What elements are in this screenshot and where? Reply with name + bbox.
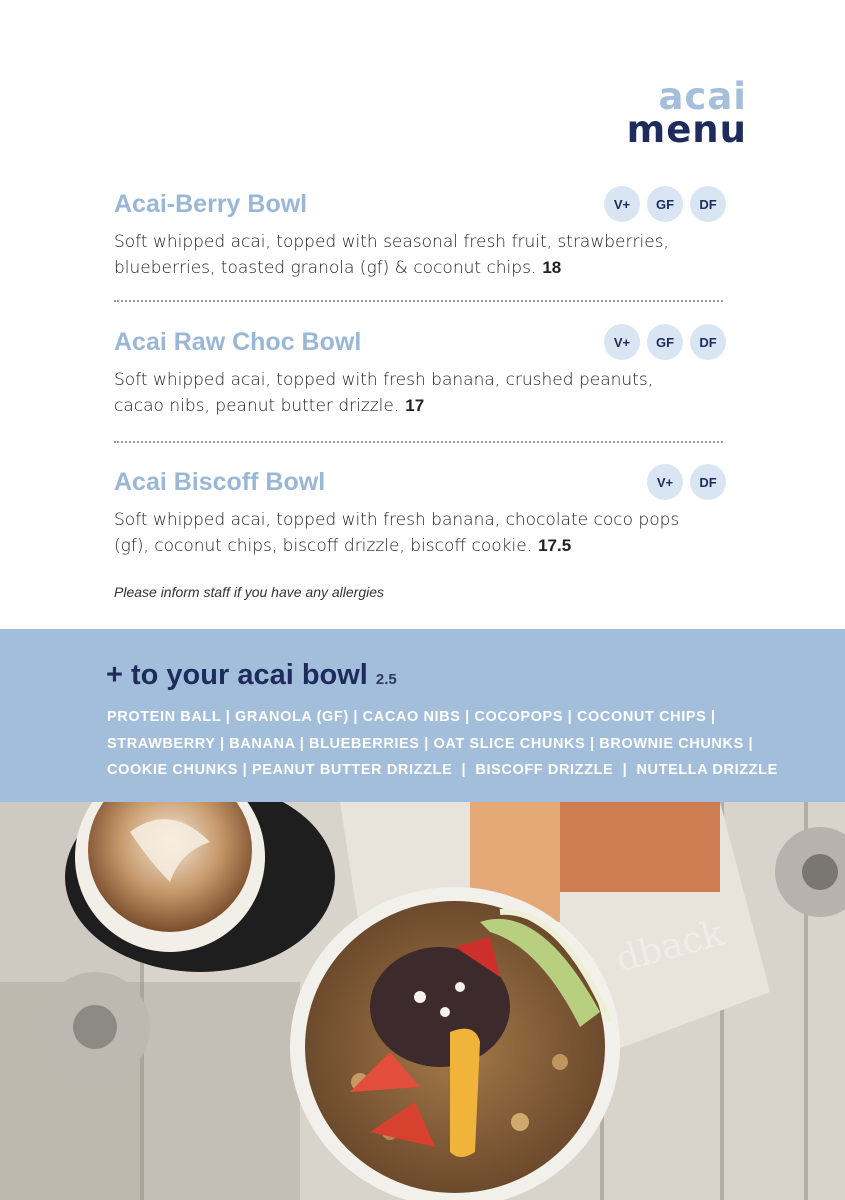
item-price: 17.5 bbox=[538, 536, 572, 555]
item-desc-line: Soft whipped acai, topped with seasonal fresh fruit, strawberries, bbox=[114, 232, 669, 252]
item-desc-line: (gf), coconut chips, biscoff drizzle, biscoff cookie. bbox=[114, 536, 533, 556]
badge-vegan: V+ bbox=[647, 464, 683, 500]
photo-illustration bbox=[0, 802, 845, 1200]
addons-title-text: + to your acai bowl bbox=[106, 659, 368, 691]
badge-dairy-free: DF bbox=[690, 186, 726, 222]
item-desc-line: Soft whipped acai, topped with fresh banana, chocolate coco pops bbox=[114, 510, 680, 530]
diet-badges bbox=[647, 464, 726, 500]
menu-item-acai-biscoff-bowl bbox=[114, 468, 726, 559]
item-desc-line: Soft whipped acai, topped with fresh banana, crushed peanuts, bbox=[114, 370, 654, 390]
item-description bbox=[114, 367, 726, 419]
item-name: Acai-Berry Bowl bbox=[114, 190, 308, 218]
addons-list bbox=[107, 704, 807, 784]
addons-price: 2.5 bbox=[375, 671, 397, 688]
badge-dairy-free: DF bbox=[690, 464, 726, 500]
item-desc-line: cacao nibs, peanut butter drizzle. bbox=[114, 396, 400, 416]
item-price: 17 bbox=[405, 396, 425, 415]
menu-item-acai-raw-choc-bowl bbox=[114, 328, 726, 419]
addons-title bbox=[106, 659, 397, 692]
badge-gluten-free: GF bbox=[647, 324, 683, 360]
allergy-note: Please inform staff if you have any allergies bbox=[114, 584, 385, 600]
item-name: Acai Biscoff Bowl bbox=[114, 468, 326, 496]
item-desc-line: blueberries, toasted granola (gf) & coconut chips. bbox=[114, 258, 537, 278]
title-word-menu: menu bbox=[626, 108, 747, 151]
addons-line: STRAWBERRY | BANANA | BLUEBERRIES | OAT SLICE CHUNKS | BROWNIE CHUNKS | bbox=[107, 735, 754, 752]
title-word-acai: acai bbox=[658, 75, 747, 118]
diet-badges bbox=[604, 324, 726, 360]
divider bbox=[114, 441, 723, 443]
menu-title bbox=[626, 75, 747, 151]
svg-text:dback: dback bbox=[611, 912, 729, 981]
badge-gluten-free: GF bbox=[647, 186, 683, 222]
acai-bowl-coffee-photo bbox=[0, 802, 845, 1200]
badge-vegan: V+ bbox=[604, 324, 640, 360]
badge-dairy-free: DF bbox=[690, 324, 726, 360]
item-price: 18 bbox=[542, 258, 562, 277]
diet-badges bbox=[604, 186, 726, 222]
addons-line: COOKIE CHUNKS | PEANUT BUTTER DRIZZLE | BISCOFF DRIZZLE | NUTELLA DRIZZLE bbox=[107, 762, 778, 778]
item-description bbox=[114, 229, 726, 281]
addons-section bbox=[0, 629, 845, 802]
badge-vegan: V+ bbox=[604, 186, 640, 222]
divider bbox=[114, 300, 723, 302]
item-description bbox=[114, 507, 726, 559]
menu-item-acai-berry-bowl bbox=[114, 190, 726, 281]
addons-line: PROTEIN BALL | GRANOLA (GF) | CACAO NIBS | COCOPOPS | COCONUT CHIPS | bbox=[107, 709, 716, 725]
item-name: Acai Raw Choc Bowl bbox=[114, 328, 362, 356]
